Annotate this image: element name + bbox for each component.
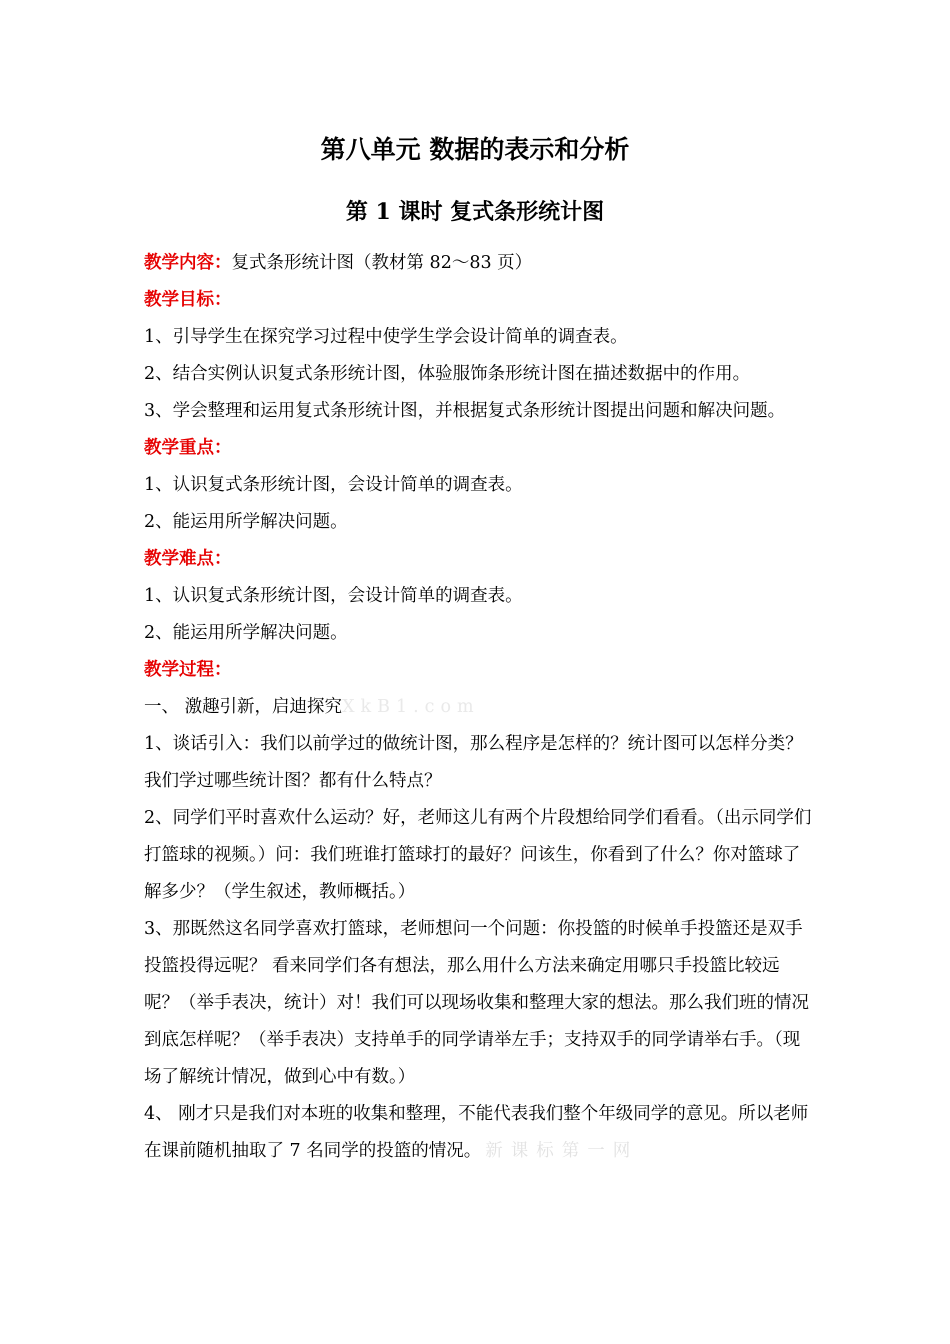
- watermark: XkB1.com: [342, 697, 480, 717]
- content-text: 复式条形统计图（教材第 82～83 页）: [231, 253, 533, 273]
- goal-item: 1、引导学生在探究学习过程中使学生学会设计简单的调查表。: [144, 327, 628, 347]
- process-item: [144, 1096, 814, 1170]
- teaching-content: [144, 245, 814, 282]
- section-title: 一、 激趣引新，启迪探究: [144, 697, 343, 717]
- goal-item: 3、学会整理和运用复式条形统计图，并根据复式条形统计图提出问题和解决问题。: [144, 401, 786, 421]
- lesson-title: 第 1 课时 复式条形统计图: [345, 199, 605, 225]
- goals-label: 教学目标：: [144, 290, 232, 310]
- process-item: 1、谈话引入：我们以前学过的做统计图，那么程序是怎样的？统计图可以怎样分类？我们学过哪些统计图？都有什么特点？: [144, 734, 803, 791]
- difficult-points-label: 教学难点：: [144, 549, 232, 569]
- key-point-item: 1、认识复式条形统计图，会设计简单的调查表。: [144, 475, 523, 495]
- document-body: [144, 245, 814, 1170]
- content-label: 教学内容：: [144, 253, 232, 273]
- difficult-point-item: 1、认识复式条形统计图，会设计简单的调查表。: [144, 586, 523, 606]
- section-heading: [144, 689, 814, 726]
- unit-title: 第八单元 数据的表示和分析: [320, 135, 630, 164]
- watermark: 新课标第一网: [485, 1141, 639, 1161]
- process-item: 3、那既然这名同学喜欢打篮球，老师想问一个问题：你投篮的时候单手投篮还是双手投篮投得远呢？ 看来同学们各有想法，那么用什么方法来确定用哪只手投篮比较远呢？（举手表决，统计）对！我们可以现场收集和整理大家的想法。那么我们班的情况到底怎样呢？（举手表决）支持单手的同学请举左手；支持双手的同学请举右手。（现场了解统计情况，做到心中有数。）: [144, 919, 809, 1087]
- process-item: 2、同学们平时喜欢什么运动？好，老师这儿有两个片段想给同学们看看。（出示同学们打篮球的视频。）问：我们班谁打篮球打的最好？问该生，你看到了什么？你对篮球了解多少？（学生叙述，教师概括。）: [144, 808, 812, 902]
- process-item-text: 4、 刚才只是我们对本班的收集和整理，不能代表我们整个年级同学的意见。所以老师在课前随机抽取了 7 名同学的投篮的情况。: [144, 1104, 809, 1161]
- difficult-point-item: 2、能运用所学解决问题。: [144, 623, 348, 643]
- goal-item: 2、结合实例认识复式条形统计图，体验服饰条形统计图在描述数据中的作用。: [144, 364, 751, 384]
- process-label: 教学过程：: [144, 660, 232, 680]
- key-points-label: 教学重点：: [144, 438, 232, 458]
- key-point-item: 2、能运用所学解决问题。: [144, 512, 348, 532]
